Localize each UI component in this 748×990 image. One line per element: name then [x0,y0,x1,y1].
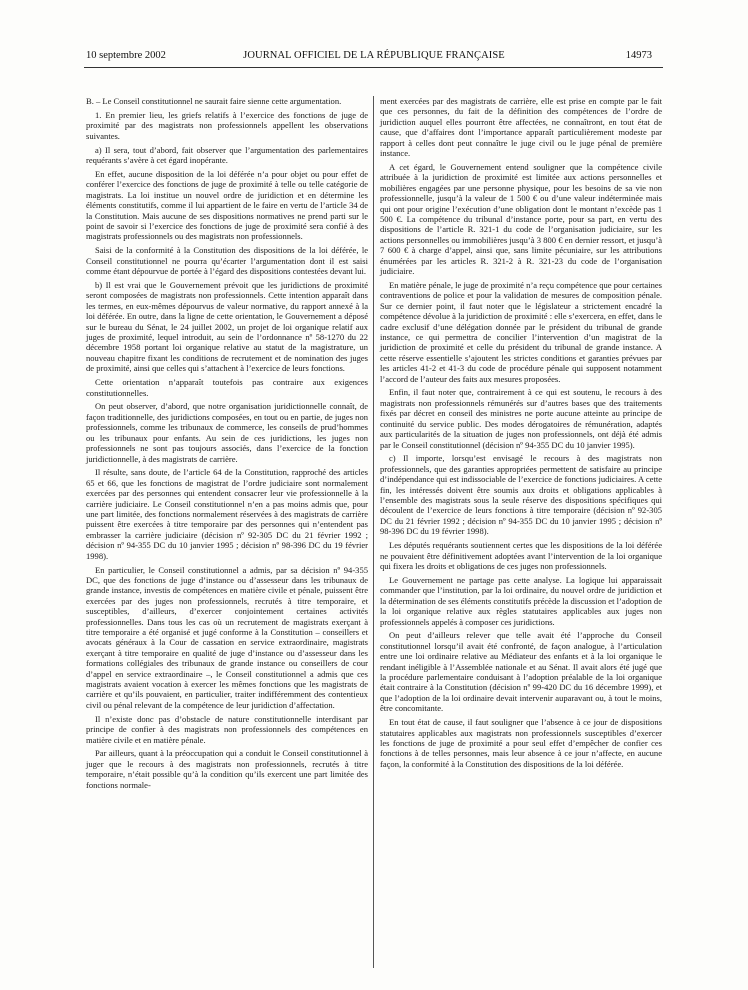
paragraph: a) Il sera, tout d’abord, fait observer que l’argumentation des parlementaires requérants s’avère à cet égard inopérante. [86,144,368,166]
paragraph: On peut observer, d’abord, que notre organisation juridictionnelle connaît, de façon traditionnelle, des juridictions composées, en tout ou en partie, de juges non professionnels, comme les tribunaux de commerce, les conseils de prud’hommes ou les tribunaux pour enfants. Au sein de ces juridictions, les juges non professionnels ne sont pas toujours associés, dans l’exercice de la fonction juridictionnelle, à des magistrats de carrière. [86,401,368,464]
paragraph: Il résulte, sans doute, de l’article 64 de la Constitution, rapproché des articles 65 et 66, que les fonctions de magistrat de l’ordre judiciaire sont normalement exercées par des personnes qui entendent consacrer leur vie professionnelle à la carrière judiciaire. Le Conseil constitutionnel n’en a pas moins admis que, pour une part limitée, des fonctions normalement réservées à des magistrats de carrière puissent être exercées à titre temporaire par des personnes qui n’entendent pas embrasser la carrière judiciaire (décision nº 92-305 DC du 21 février 1992 ; décision nº 94-355 DC du 10 janvier 1995 ; décision nº 98-396 DC du 19 février 1998). [86,467,368,561]
paragraph: En matière pénale, le juge de proximité n’a reçu compétence que pour certaines contraventions de police et pour la validation de mesures de composition pénale. Sur ce dernier point, il faut noter que le législateur a strictement encadré la compétence dévolue à la juridiction de proximité : elle s’exercera, en effet, dans le cadre exclusif d’une délégation donnée par le président du tribunal de grande instance, ce qui permettra de concilier l’intervention d’un magistrat de la juridiction de proximité et celle du président du tribunal de grande instance. A cette réserve essentielle s’ajoutent les strictes conditions et garanties prévues par les articles 41-2 et 41-3 du code de procédure pénale qui supposent notamment l’accord de l’auteur des faits aux mesures proposées. [380,279,663,384]
paragraph: On peut d’ailleurs relever que telle avait été l’approche du Conseil constitutionnel lorsqu’il avait été confronté, de façon analogue, à l’articulation entre une loi ordinaire relative au Médiateur des enfants et à la loi organique le rendant inéligible à l’Assemblée nationale et au Sénat. Il avait alors été jugé que la procédure parlementaire conduisant à l’adoption préalable de la loi organique était contraire à la Constitution (décision nº 99-420 DC du 16 décembre 1999), et que l’adoption de la loi ordinaire devait intervenir auparavant ou, à tout le moins, être concomitante. [380,630,662,714]
paragraph: ment exercées par des magistrats de carrière, elle est prise en compte par le fait que ces personnes, du fait de la définition des compétences de l’ordre de juridiction auquel elles pourront être affectées, ne connaîtront, en tout état de cause, que d’affaires dont l’importance apparaît particulièrement modeste par rapport à celles dont peut connaître le juge civil ou le juge pénal de première instance. [380,96,662,159]
paragraph: B. – Le Conseil constitutionnel ne saurait faire sienne cette argumentation. [86,96,342,106]
header-title: JOURNAL OFFICIEL DE LA RÉPUBLIQUE FRANÇAISE [243,50,505,61]
paragraph: Les députés requérants soutiennent certes que les dispositions de la loi déférée ne pouvaient être définitivement adoptées avant l’intervention de la loi organique qui fixera les droits et obligations de ces juges non professionnels. [380,540,662,571]
paragraph: Cette orientation n’apparaît toutefois pas contraire aux exigences constitutionnelles. [86,377,368,398]
left-column [86,96,368,794]
header-page-number: 14973 [625,50,652,61]
paragraph: A cet égard, le Gouvernement entend souligner que la compétence civile attribuée à la juridiction de proximité est limitée aux actions personnelles et mobilières engagées par une personne physique, pour les besoins de sa vie non professionnelle, jusqu’à la valeur de 1 500 € ou d’une valeur indéterminée mais qui ont pour origine l’exécution d’une obligation dont le montant n’excède pas 1 500 €. La compétence du tribunal d’instance porte, pour sa part, en vertu des dispositions de l’article R. 321-1 du code de l’organisation judiciaire, sur les actions personnelles ou immobilières jusqu’à 3 800 € en dernier ressort, et jusqu’à 7 600 € à charge d’appel, ainsi que, sans limite pécuniaire, sur les attributions énumérées par les articles R. 321-2 à R. 321-23 du code de l’organisation judiciaire. [380,161,662,276]
header-rule [84,67,663,68]
paragraph: Le Gouvernement ne partage pas cette analyse. La logique lui apparaissait commander que l’institution, par la loi ordinaire, du nouvel ordre de juridiction et la détermination de ses éléments constitutifs précède la discussion et l’adoption de la loi organique relative aux règles statutaires applicables aux juges non professionnels appelés à composer ces juridictions. [380,574,662,627]
paragraph: c) Il importe, lorsqu’est envisagé le recours à des magistrats non professionnels, que des garanties appropriées permettent de satisfaire au principe d’indépendance qui est indissociable de l’exercice de fonctions judiciaires. A cette fin, les intéressés doivent être soumis aux droits et obligations applicables à l’ensemble des magistrats sous la seule réserve des dispositions spécifiques qui découlent de l’exercice de leurs fonctions à titre temporaire (décision nº 92-305 DC du 21 février 1992 ; décision nº 94-355 DC du 10 janvier 1995 ; décision nº 98-396 DC du 19 février 1998). [380,453,662,537]
paragraph: Saisi de la conformité à la Constitution des dispositions de la loi déférée, le Conseil constitutionnel ne pourra qu’écarter l’argumentation dont il est saisi comme étant dépourvue de portée à l’égard des dispositions contestées devant lui. [86,245,368,277]
page-header [0,50,748,66]
header-date: 10 septembre 2002 [86,50,166,61]
paragraph: 1. En premier lieu, les griefs relatifs à l’exercice des fonctions de juge de proximité par des magistrats non professionnels appellent les observations suivantes. [86,109,368,141]
paragraph: b) Il est vrai que le Gouvernement prévoit que les juridictions de proximité seront composées de magistrats non professionnels. Cette intention apparaît dans les termes, en eux-mêmes dépourvus de valeur normative, du rapport annexé à la loi déférée. En outre, dans la ligne de cette orientation, le Gouvernement a déposé sur le bureau du Sénat, le 24 juillet 2002, un projet de loi organique relatif aux juges de proximité, lequel introduit, au sein de l’ordonnance nº 58-1270 du 22 décembre 1958 portant loi organique relative au statut de la magistrature, un nouveau chapitre fixant les conditions de recrutement et de nomination des juges de proximité, ainsi que celles qui s’attachent à l’exercice de leurs fonctions. [86,280,368,374]
paragraph: Enfin, il faut noter que, contrairement à ce qui est soutenu, le recours à des magistrats non professionnels rémunérés sur d’autres bases que des traitements fixés par décret en conseil des ministres ne porte aucune atteinte au principe de continuité du service public. Des modes dérogatoires de rémunération, adaptés aux particularités de la situation de juges non professionnels, ont déjà été admis par le Conseil constitutionnel (décision nº 94-355 DC du 10 janvier 1995). [380,387,662,450]
paragraph: En tout état de cause, il faut souligner que l’absence à ce jour de dispositions statutaires applicables aux magistrats non professionnels susceptibles d’exercer les fonctions de juge de proximité a pour seul effet d’empêcher de confier ces fonctions à de telles personnes, mais leur absence à ce jour n’affecte, en aucune façon, la conformité à la Constitution des dispositions de la loi déférée. [380,717,662,769]
paragraph: En effet, aucune disposition de la loi déférée n’a pour objet ou pour effet de conférer l’exercice des fonctions de juge de proximité à telle ou telle catégorie de magistrats. La loi institue un nouvel ordre de juridiction et en détermine les éléments constitutifs, comme il lui appartient de le faire en vertu de l’article 34 de la Constitution. Mais aucune de ses dispositions normatives ne prend parti sur le point de savoir si l’exercice des fonctions de juge de proximité sera confié à des magistrats professionnels ou des magistrats non professionnels. [86,168,368,242]
paragraph: Il n’existe donc pas d’obstacle de nature constitutionnelle interdisant par principe de confier à des magistrats non professionnels des compétences en matière civile et en matière pénale. [86,713,368,745]
right-column [380,96,662,773]
paragraph: Par ailleurs, quant à la préoccupation qui a conduit le Conseil constitutionnel à juger que le recours à des magistrats non professionnels, recrutés à titre temporaire, n’était possible qu’à la condition qu’ils exercent une part limitée des fonctions normale- [86,748,368,790]
paragraph: En particulier, le Conseil constitutionnel a admis, par sa décision nº 94-355 DC, que des fonctions de juge d’instance ou d’assesseur dans les tribunaux de grande instance, investis de compétences en matière civile et pénale, puissent être exercées par des juges non professionnels, recrutés à titre temporaire, et susceptibles, d’ailleurs, d’exercer conjointement certaines activités professionnelles. Dans tous les cas où un recrutement de magistrats exerçant à titre temporaire a été organisé et jugé conforme à la Constitution – conseillers et avocats généraux à la Cour de cassation en service extraordinaire, magistrats exerçant à titre temporaire en qualité de juge d’instance ou d’assesseur dans les formations collégiales des tribunaux de grande instance ou conseillers de cour d’appel en service extraordinaire –, le Conseil constitutionnel a admis que ces magistrats avaient vocation à exercer les mêmes fonctions que les magistrats de carrière et qu’ils pouvaient, en particulier, traiter indifféremment des contentieux civil ou pénal relevant de la compétence de leur juridiction d’affectation. [86,564,368,710]
column-divider [373,96,374,968]
